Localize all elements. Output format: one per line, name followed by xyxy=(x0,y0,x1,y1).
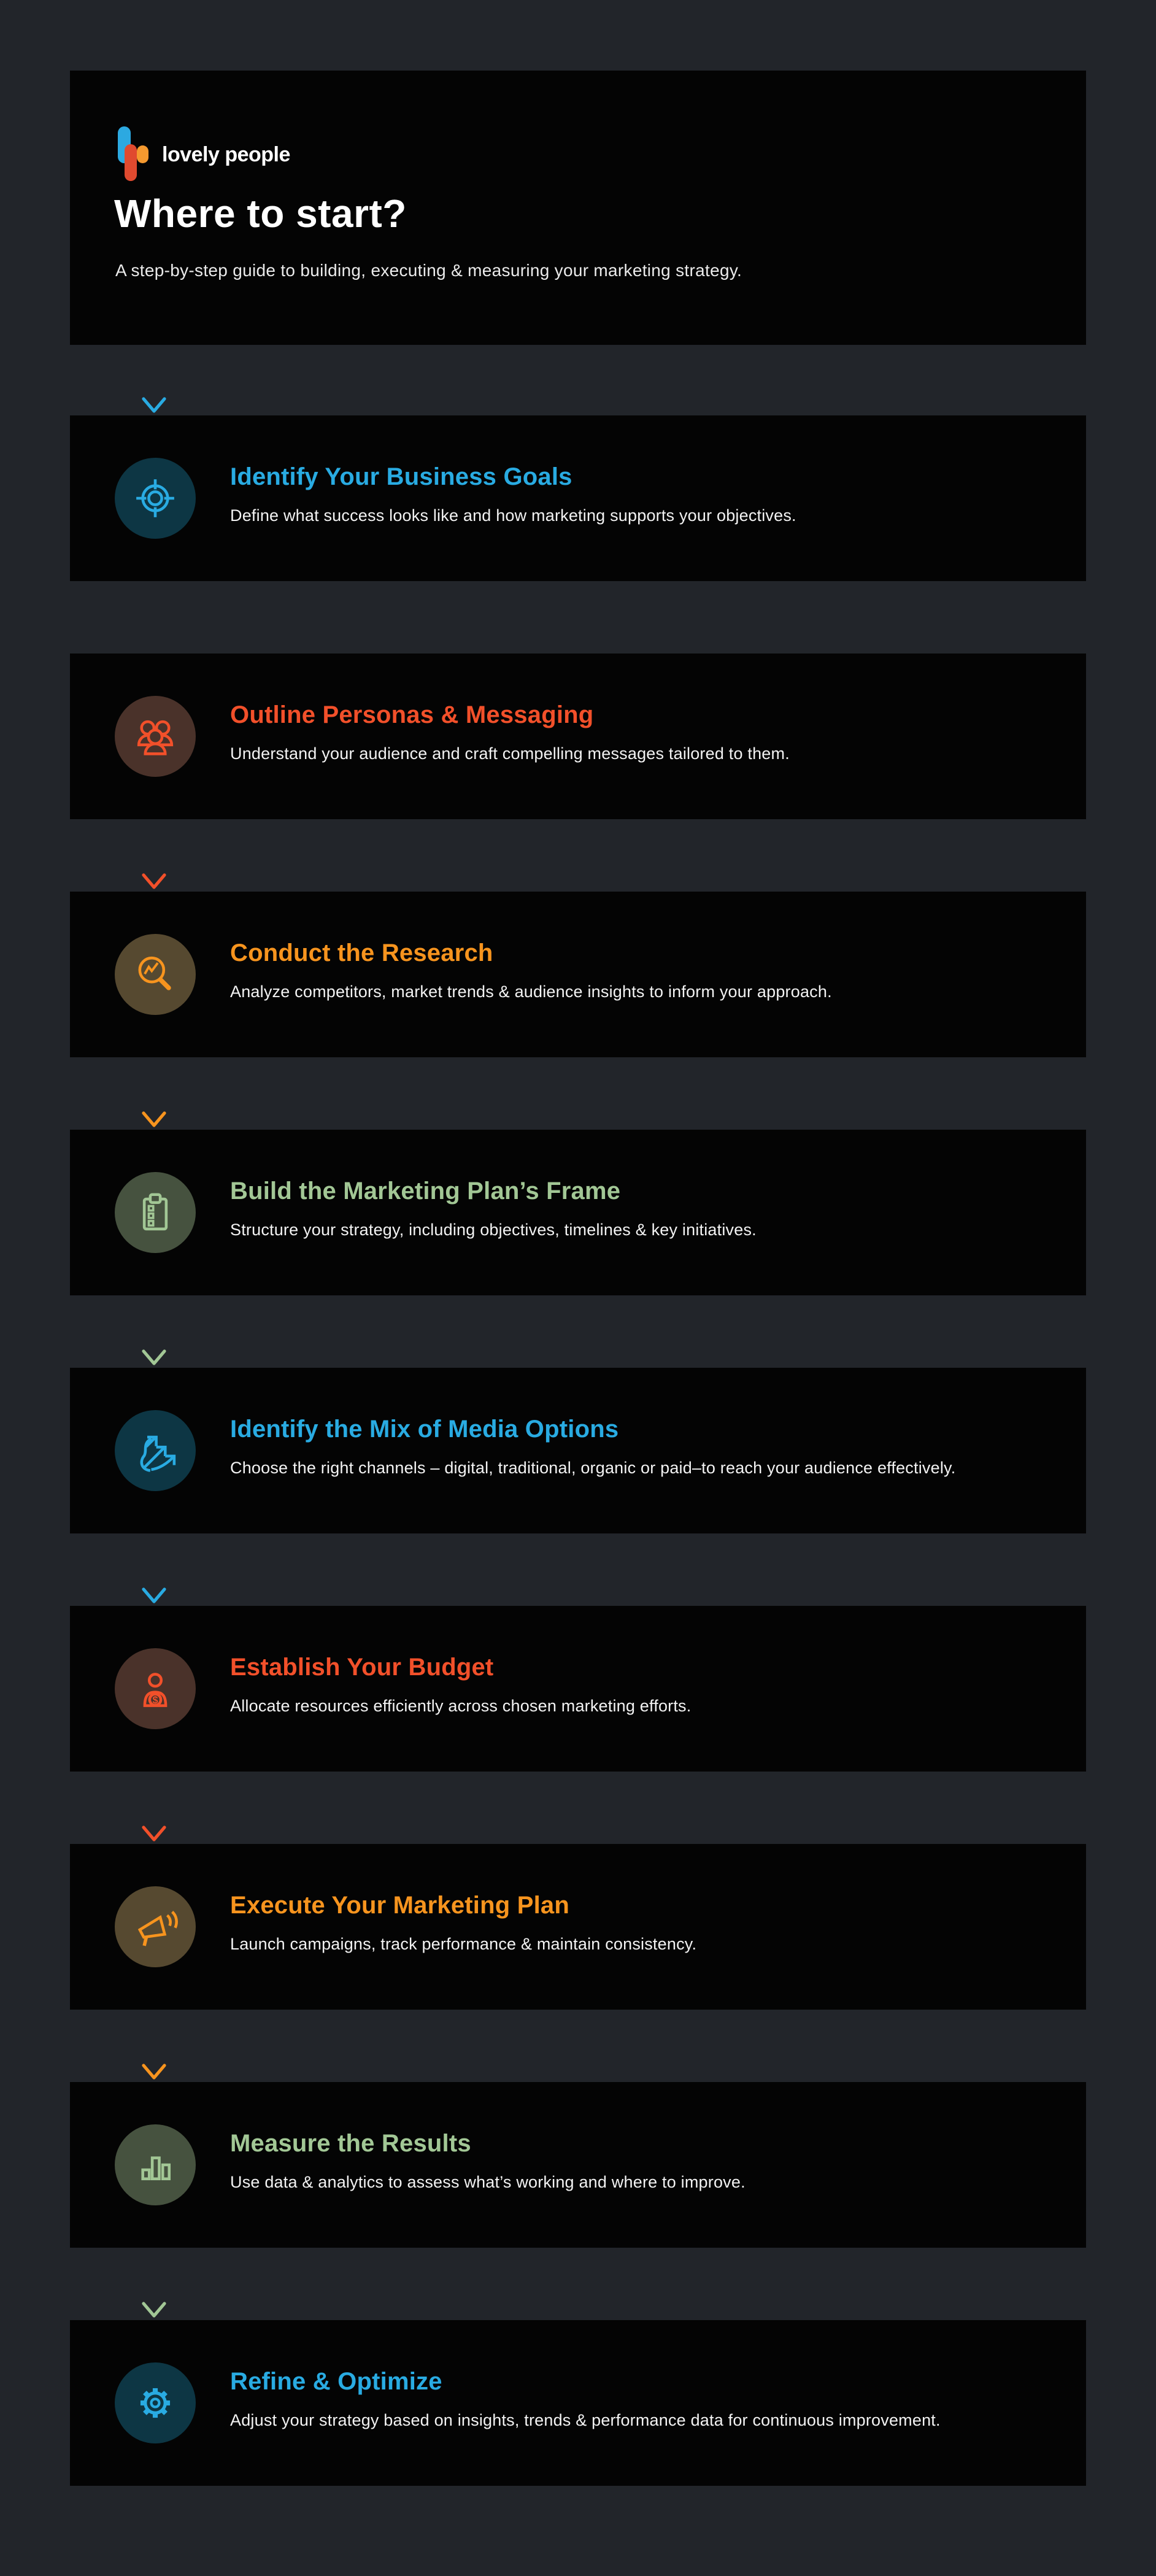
logo-red-pill xyxy=(125,144,137,181)
person-dollar-icon xyxy=(131,1665,179,1713)
step-description: Adjust your strategy based on insights, trends & performance data for continuous improvement. xyxy=(230,2411,941,2429)
step-title: Refine & Optimize xyxy=(230,2368,442,2395)
step-description: Define what success looks like and how marketing supports your objectives. xyxy=(230,506,796,525)
step-title: Build the Marketing Plan’s Frame xyxy=(230,1178,621,1205)
flow-arrow xyxy=(141,1058,168,1129)
step-description: Choose the right channels – digital, traditional, organic or paid–to reach your audience effectively. xyxy=(230,1459,956,1477)
step-description: Launch campaigns, track performance & maintain consistency. xyxy=(230,1935,697,1953)
step-title: Identify the Mix of Media Options xyxy=(230,1416,619,1443)
step-description: Understand your audience and craft compelling messages tailored to them. xyxy=(230,744,790,763)
bar-chart-icon xyxy=(131,2141,179,2189)
step-icon-circle xyxy=(115,1648,196,1729)
step-title: Outline Personas & Messaging xyxy=(230,701,594,728)
flow-arrow xyxy=(141,2010,168,2081)
target-icon xyxy=(131,474,179,522)
flow-arrow xyxy=(141,820,168,891)
header-card xyxy=(70,71,1086,345)
step-icon-circle xyxy=(115,1410,196,1491)
flow-arrow xyxy=(141,2248,168,2320)
step-icon-circle xyxy=(115,1172,196,1253)
step-description: Structure your strategy, including objectives, timelines & key initiatives. xyxy=(230,1221,757,1239)
step-card xyxy=(70,1130,1086,1295)
gear-icon xyxy=(131,2379,179,2427)
step-card xyxy=(70,1844,1086,2010)
flow-arrow xyxy=(141,1772,168,1843)
step-description: Use data & analytics to assess what’s working and where to improve. xyxy=(230,2173,746,2191)
lovely-people-logo-icon xyxy=(117,125,152,184)
branching-arrows-icon xyxy=(131,1427,179,1475)
step-title: Establish Your Budget xyxy=(230,1654,494,1681)
step-icon-circle xyxy=(115,2362,196,2443)
step-title: Execute Your Marketing Plan xyxy=(230,1892,569,1919)
flow-arrow xyxy=(141,1296,168,1367)
megaphone-icon xyxy=(131,1903,179,1951)
step-icon-circle xyxy=(115,458,196,539)
page-subtitle: A step-by-step guide to building, executing & measuring your marketing strategy. xyxy=(115,261,742,280)
step-card xyxy=(70,2082,1086,2248)
flow-arrow xyxy=(141,1534,168,1605)
flow-arrow xyxy=(141,345,168,415)
step-card xyxy=(70,654,1086,819)
brand-name: lovely people xyxy=(162,143,290,166)
step-description: Allocate resources efficiently across chosen marketing efforts. xyxy=(230,1697,692,1715)
page-title: Where to start? xyxy=(114,191,407,236)
step-icon-circle xyxy=(115,934,196,1015)
step-card xyxy=(70,2320,1086,2486)
step-description: Analyze competitors, market trends & audience insights to inform your approach. xyxy=(230,982,832,1001)
step-card xyxy=(70,1606,1086,1772)
step-card xyxy=(70,892,1086,1057)
clipboard-icon xyxy=(131,1189,179,1236)
magnifier-trend-icon xyxy=(131,951,179,998)
step-card xyxy=(70,1368,1086,1533)
step-title: Measure the Results xyxy=(230,2130,471,2157)
people-group-icon xyxy=(131,712,179,760)
step-card xyxy=(70,415,1086,581)
step-title: Conduct the Research xyxy=(230,939,493,966)
step-icon-circle xyxy=(115,2124,196,2205)
step-icon-circle xyxy=(115,1886,196,1967)
step-icon-circle xyxy=(115,696,196,777)
logo-orange-pill xyxy=(137,145,148,163)
step-title: Identify Your Business Goals xyxy=(230,463,572,490)
